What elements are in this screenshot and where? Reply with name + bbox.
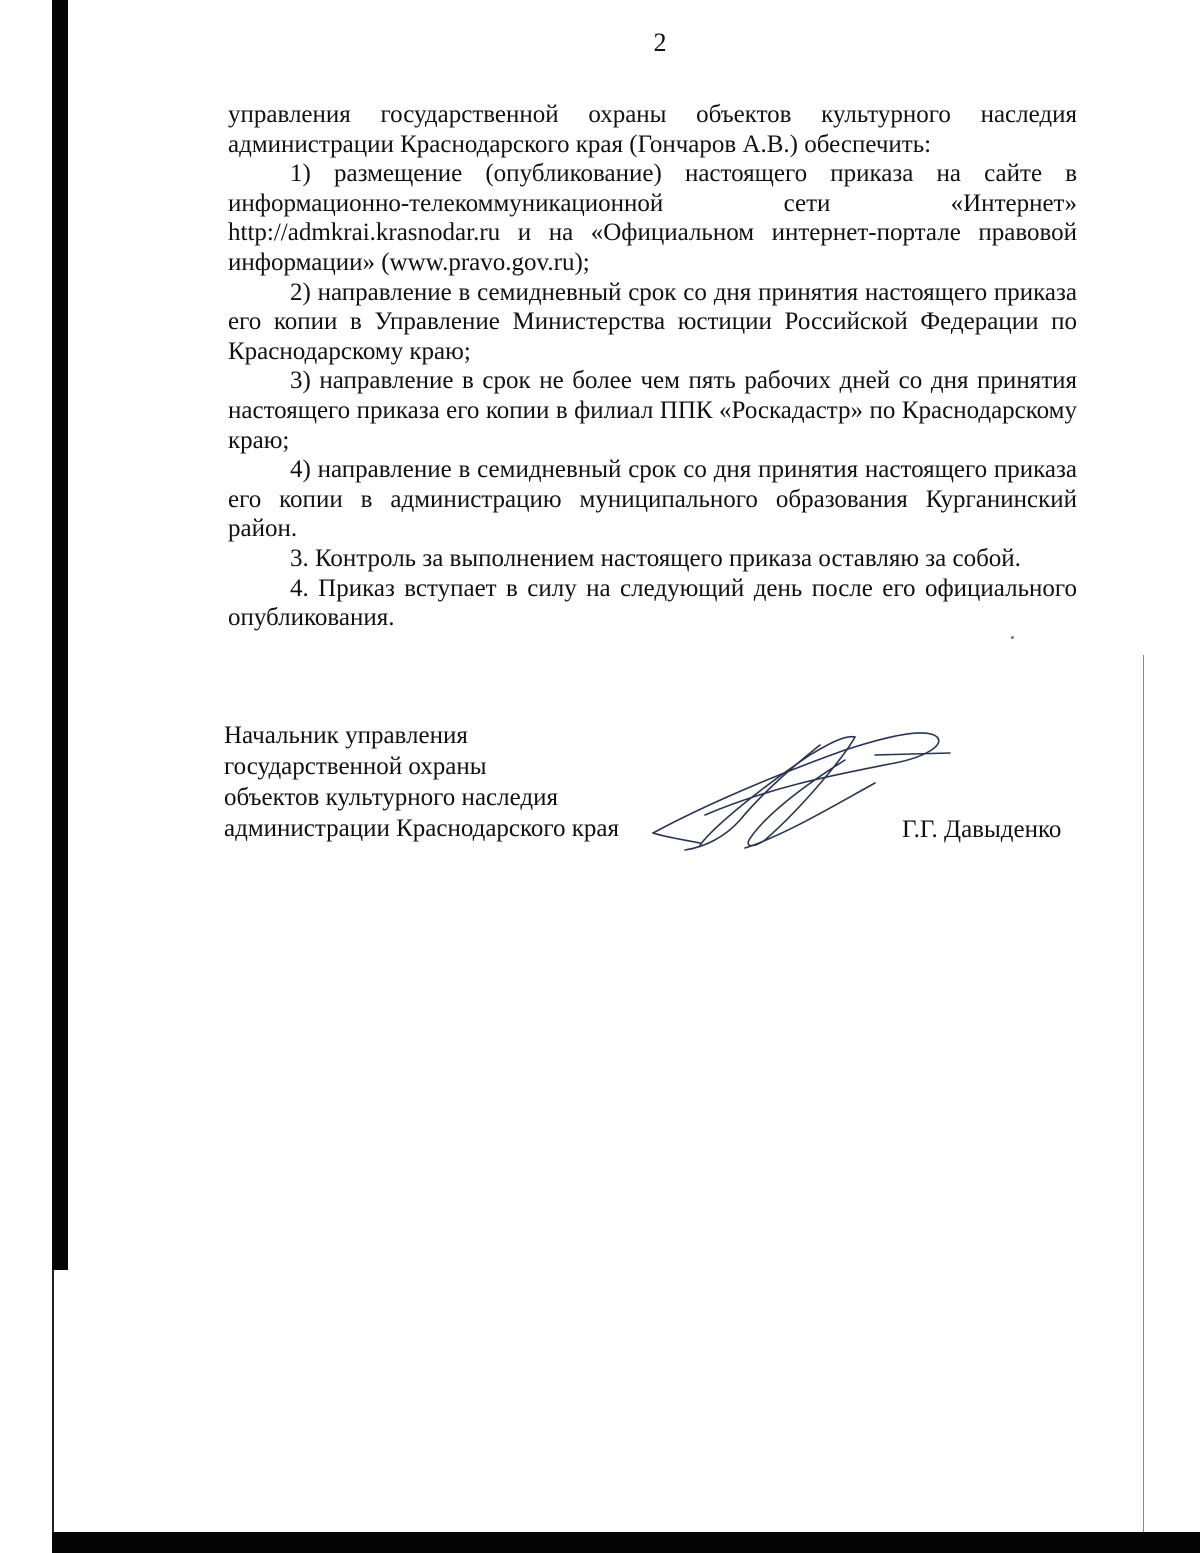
scan-border-left-thin (52, 1270, 54, 1553)
scan-border-bottom (52, 1532, 1200, 1553)
scan-border-right (1143, 655, 1144, 1535)
position-line: администрации Краснодарского края (224, 815, 620, 842)
paragraph-continuation: управления государственной охраны объектов культурного наследия администрации Краснодарского края (Гончаров А.В.) обеспечить: (228, 101, 1077, 158)
paragraph-item-3: 3) направление в срок не более чем пять рабочих дней со дня принятия настоящего приказа его копии в филиал ППК «Роскадастр» по Краснодарскому краю; (228, 367, 1077, 454)
position-line: государственной охраны (224, 753, 487, 780)
paragraph-item-2: 2) направление в семидневный срок со дня принятия настоящего приказа его копии в Управление Министерства юстиции Российской Федерации по Краснодарскому краю; (228, 278, 1077, 365)
paragraph-clause-3: 3. Контроль за выполнением настоящего приказа оставляю за собой. (290, 544, 1021, 572)
scan-speck (1011, 636, 1014, 639)
paragraph-item-4: 4) направление в семидневный срок со дня принятия настоящего приказа его копии в администрацию муниципального образования Курганинский район. (228, 456, 1077, 543)
page-number: 2 (653, 28, 667, 57)
position-line: Начальник управления (224, 722, 468, 749)
signatory-name: Г.Г. Давыденко (902, 816, 1062, 843)
signatory-position (224, 720, 644, 844)
scan-border-left (52, 0, 68, 1270)
document-body (228, 100, 1077, 633)
paragraph-item-1: 1) размещение (опубликование) настоящего приказа на сайте в информационно-телекоммуникационной сети «Интернет» http://admkrai.krasnodar.ru и на «Официальном интернет-портале правовой информации» (www.pravo.gov.ru); (228, 160, 1077, 276)
position-line: объектов культурного наследия (224, 784, 558, 811)
paragraph-clause-4: 4. Приказ вступает в силу на следующий день после его официального опубликования. (228, 574, 1077, 632)
